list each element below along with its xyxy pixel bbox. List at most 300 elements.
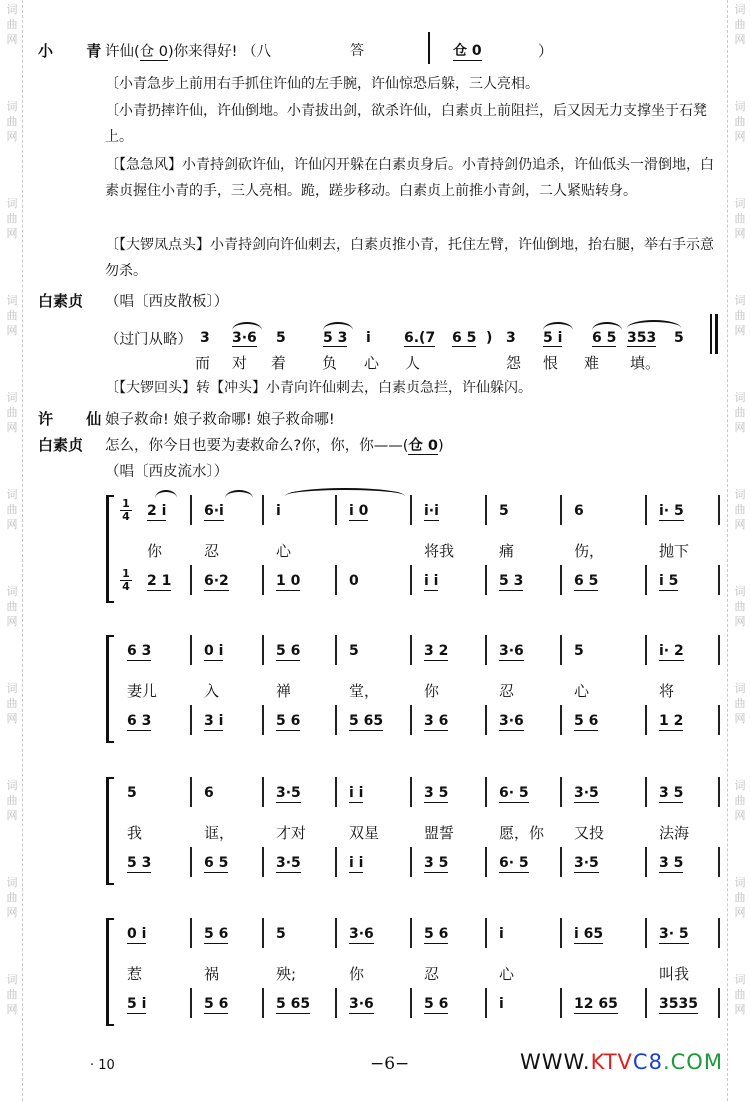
lower-note: 6· 5 [499,855,529,871]
lyric: 抛下 [659,542,690,560]
text-mid: )你来得好! （八 [168,44,272,60]
gong-mark-2: 仓 0 [453,40,482,61]
note: 6 5 [452,330,477,346]
lower-note: 6 5 [574,573,599,589]
notes-row [0,330,750,350]
upper-note: i [499,926,504,942]
lyric: 祸 [204,965,220,983]
gong-mark: 仓 0 [408,438,438,454]
watermark-char: 曲 [6,697,18,710]
barline [560,918,562,948]
watermark-char: 网 [6,33,18,46]
lyric: 殃; [276,965,297,983]
slur [592,322,622,330]
watermark-group [730,196,750,241]
watermark-char: 网 [6,518,18,531]
slur [285,488,405,496]
watermark-char: 曲 [6,115,18,128]
lyric: 恨 [543,354,559,372]
lyric: 堂， [349,682,380,700]
note: 5 [276,330,286,346]
lyric: 入 [204,682,220,700]
watermark-char: 词 [6,488,18,501]
watermark-group [2,99,22,144]
barline [718,565,720,595]
upper-note: 3 5 [659,785,684,801]
upper-note: 6 [204,785,214,801]
stage-direction: 〔小青扔摔许仙，许仙倒地。小青拔出剑，欲杀许仙，白素贞上前阻拦，后又因无力支撑坐于石凳上。 [105,103,707,145]
note: 6.(7 [404,330,436,346]
lyric: 才对 [276,824,307,842]
barline [560,635,562,665]
stage-direction: 〔【急急风】小青持剑砍许仙，许仙闪开躲在白素贞身后。小青持剑仍追杀，许仙低头一滑倒地，白素贞握住小青的手，三人亮相。跪，蹉步移动。白素贞上前推小青剑，二人紧贴转身。 [105,157,714,199]
lower-note: 3 6 [424,713,449,729]
watermark-char: 词 [734,488,746,501]
lyric: 愿，你 [499,824,545,842]
watermark-char: 词 [734,197,746,210]
system-bracket [106,777,114,885]
lower-note: 3 5 [424,855,449,871]
barline [645,705,647,735]
lyric: 你 [147,542,163,560]
barline [485,918,487,948]
book-page-number: · 10 [90,1058,115,1073]
singing-mode: （唱〔西皮散板〕） [105,294,229,310]
system-bracket [106,635,114,743]
barline [190,777,192,807]
barline [410,777,412,807]
upper-note: 0 i [204,643,224,659]
watermark-char: 网 [6,809,18,822]
watermark-group [2,196,22,241]
barline [560,565,562,595]
upper-note: 6 [574,503,584,519]
intro-text: （过门从略） [105,332,192,348]
watermark-char: 词 [734,585,746,598]
note: 3 [506,330,516,346]
lower-note: 5 3 [127,855,152,871]
lyric: 怨 [506,354,522,372]
lyric: 法海 [659,824,690,842]
note: ) [486,330,493,346]
barline [718,988,720,1018]
watermark-char: 词 [734,3,746,16]
score-system [0,495,750,605]
lyric: 伤， [574,542,605,560]
lyric: 妻儿 [127,682,158,700]
upper-note: 3·6 [349,926,374,942]
watermark-char: 词 [734,682,746,695]
watermark-char: 网 [6,906,18,919]
speaker-name: 白素贞 [38,436,84,454]
lower-note: 3·6 [499,713,524,729]
watermark-char: 词 [6,197,18,210]
barline [262,847,264,877]
lyric: 我 [127,824,143,842]
lower-note: 1 2 [659,713,684,729]
barline [190,705,192,735]
score-system [0,635,750,745]
barline [645,988,647,1018]
lower-note: i i [349,855,364,871]
watermark-char: 曲 [734,115,746,128]
lower-note: 3 i [204,713,224,729]
watermark-char: 曲 [6,988,18,1001]
system-bracket [106,495,114,603]
gong-mark: 仓 0 [139,44,169,60]
logo-ktv: KTV [590,1050,633,1074]
lyric: 你 [349,965,365,983]
lyric: 心 [276,542,292,560]
watermark-char: 曲 [6,406,18,419]
upper-note: 0 i [127,926,147,942]
stage-direction: 〔【大锣回头】转【冲头】小青向许仙刺去，白素贞急拦，许仙躲闪。 [105,380,532,396]
barline [645,847,647,877]
barline [645,777,647,807]
text: 怎么，你今日也要为妻救命么?你，你，你——( [105,438,409,454]
slur [543,322,573,330]
upper-note: 3 2 [424,643,449,659]
watermark-char: 网 [6,130,18,143]
text-before: 许仙( [105,44,140,60]
lyric: 心 [499,965,515,983]
barline [262,635,264,665]
watermark-char: 网 [734,809,746,822]
final-barline [710,314,712,354]
close-paren: ） [538,42,554,60]
lyric: 诓， [204,824,235,842]
upper-note: 5 [499,503,509,519]
barline [718,777,720,807]
stage-direction: 〔小青急步上前用右手抓住许仙的左手腕，许仙惊恐后躲，三人亮相。 [105,76,539,92]
logo-www: WWW. [520,1050,591,1074]
lower-note: i [499,996,504,1012]
lower-note: 5 6 [574,713,599,729]
lyric: 将我 [424,542,455,560]
lower-note: 3·6 [349,996,374,1012]
barline [485,495,487,525]
barline [335,705,337,735]
barline [560,777,562,807]
note: 6 5 [592,330,617,346]
time-sig-denominator: 4 [122,580,130,593]
lyric: 填。 [630,354,661,372]
barline [262,918,264,948]
barline [485,988,487,1018]
slur [225,490,253,498]
lower-note: 0 [349,573,359,589]
barline [485,635,487,665]
upper-note: 5 6 [276,643,301,659]
lower-note: 5 3 [499,573,524,589]
barline [485,847,487,877]
upper-note: i i [349,785,364,801]
lower-note: 2 1 [147,573,172,589]
lyric: 又投 [574,824,605,842]
watermark-group [730,390,750,435]
note: 353 [627,330,657,346]
lyric: 着 [271,354,287,372]
barline [335,777,337,807]
barline [262,988,264,1018]
watermark-char: 曲 [734,988,746,1001]
lower-note: 5 6 [276,713,301,729]
barline [335,988,337,1018]
watermark-char: 曲 [734,697,746,710]
upper-note: 3·6 [499,643,524,659]
speaker-name: 小 青 [38,42,116,60]
watermark-char: 曲 [734,794,746,807]
lower-note: 5 65 [276,996,311,1012]
lyric: 双星 [349,824,380,842]
watermark-char: 网 [734,227,746,240]
watermark-char: 网 [6,227,18,240]
watermark-char: 曲 [734,309,746,322]
watermark-char: 词 [734,391,746,404]
logo-c: C [632,1050,649,1074]
lower-note: 1 0 [276,573,301,589]
barline [190,988,192,1018]
lyric: 心 [364,354,380,372]
watermark-char: 网 [734,1003,746,1016]
barline [560,847,562,877]
watermark-char: 网 [734,324,746,337]
dialogue-text: 娘子救命! 娘子救命哪! 娘子救命哪! [105,412,335,428]
logo-8: 8 [648,1050,663,1074]
upper-note: 3·5 [574,785,599,801]
score-system [0,918,750,1028]
upper-note: 5 [574,643,584,659]
system-bracket [106,918,114,1026]
lyric: 禅 [276,682,292,700]
lower-note: 3·5 [574,855,599,871]
barline [335,918,337,948]
upper-note: i·i [424,503,439,519]
time-sig-numerator: 1 [120,568,132,581]
note: i [366,330,371,346]
watermark-char: 词 [6,876,18,889]
barline [485,777,487,807]
upper-note: i 0 [349,503,369,519]
watermark-char: 词 [6,391,18,404]
barline [718,847,720,877]
lyric: 难 [584,354,600,372]
barline [190,635,192,665]
score-system [0,777,750,887]
lyric: 忍 [499,682,515,700]
watermark-char: 词 [734,876,746,889]
watermark-char: 曲 [734,503,746,516]
watermark-char: 曲 [734,212,746,225]
dialogue-text [105,434,444,455]
speaker-name: 白素贞 [38,292,84,310]
watermark-char: 曲 [6,794,18,807]
watermark-char: 词 [6,585,18,598]
watermark-char: 曲 [6,212,18,225]
watermark-char: 词 [6,682,18,695]
lyric: 人 [405,354,421,372]
upper-note: 3· 5 [659,926,689,942]
upper-note: i [276,503,281,519]
singing-mode: （唱〔西皮流水〕） [105,464,229,480]
speaker-name: 许 仙 [38,410,116,428]
note: 5 i [543,330,563,346]
close-paren: ) [438,438,444,454]
da-text: 答 [350,43,364,59]
site-logo[interactable] [520,1050,723,1074]
lyric: 将 [659,682,675,700]
watermark-char: 网 [6,712,18,725]
watermark-char: 词 [734,973,746,986]
watermark-char: 词 [734,294,746,307]
watermark-char: 词 [6,294,18,307]
watermark-char: 网 [734,421,746,434]
watermark-char: 网 [734,615,746,628]
watermark-group [2,390,22,435]
watermark-char: 网 [6,615,18,628]
upper-note: 6 3 [127,643,152,659]
barline [410,918,412,948]
watermark-char: 曲 [734,406,746,419]
slur [155,490,177,498]
note: 3 [200,330,210,346]
upper-note: 2 i [147,503,167,519]
lyric: 对 [232,354,248,372]
watermark-char: 曲 [734,18,746,31]
barline [262,495,264,525]
barline [335,847,337,877]
barline [262,777,264,807]
time-sig-numerator: 1 [120,498,132,511]
watermark-char: 曲 [6,309,18,322]
watermark-char: 网 [6,324,18,337]
lower-note: 5 65 [349,713,384,729]
watermark-char: 曲 [6,891,18,904]
barline [645,565,647,595]
watermark-char: 网 [734,130,746,143]
lower-note: 3535 [659,996,698,1012]
slur [627,320,681,328]
barline [190,847,192,877]
lower-note: 6 3 [127,713,152,729]
lyric: 负 [322,354,338,372]
lower-note: i i [424,573,439,589]
barline [718,705,720,735]
barline [335,565,337,595]
lower-note: 3 5 [659,855,684,871]
lower-note: 6·2 [204,573,229,589]
barline [410,847,412,877]
watermark-char: 网 [734,518,746,531]
lyric: 你 [424,682,440,700]
lower-note: 3·5 [276,855,301,871]
upper-note: 5 [349,643,359,659]
watermark-char: 网 [734,33,746,46]
upper-note: 5 6 [424,926,449,942]
lyric: 忍 [424,965,440,983]
watermark-char: 曲 [6,600,18,613]
watermark-char: 曲 [6,503,18,516]
barline [410,565,412,595]
barline [190,565,192,595]
watermark-char: 词 [6,973,18,986]
watermark-char: 词 [6,100,18,113]
barline [560,988,562,1018]
barline [485,565,487,595]
lower-note: 5 6 [424,996,449,1012]
lyric: 盟誓 [424,824,455,842]
upper-note: 6·i [204,503,224,519]
upper-note: 5 [127,785,137,801]
lyric: 痛 [499,542,515,560]
upper-note: 3·5 [276,785,301,801]
lyric: 心 [574,682,590,700]
lower-note: 5 i [127,996,147,1012]
barline [410,495,412,525]
upper-note: 6· 5 [499,785,529,801]
barline [410,988,412,1018]
barline [485,705,487,735]
final-barline [715,314,718,354]
barline [428,32,430,64]
note: 5 3 [323,330,348,346]
watermark-group [2,2,22,47]
lyric: 叫我 [659,965,690,983]
watermark-char: 词 [734,100,746,113]
watermark-char: 网 [6,1003,18,1016]
watermark-char: 词 [734,779,746,792]
barline [410,705,412,735]
lower-note: 12 65 [574,996,618,1012]
upper-note: 5 6 [204,926,229,942]
barline [560,705,562,735]
logo-com: .COM [662,1050,723,1074]
upper-note: i 65 [574,926,604,942]
barline [262,565,264,595]
barline [718,918,720,948]
time-signature [120,568,132,593]
upper-note: i· 2 [659,643,684,659]
lyric: 忍 [204,542,220,560]
barline [560,495,562,525]
watermark-char: 词 [6,3,18,16]
barline [645,635,647,665]
barline [335,635,337,665]
barline [190,918,192,948]
time-signature [120,498,132,523]
barline [645,495,647,525]
lyric: 而 [195,354,211,372]
upper-note: i· 5 [659,503,684,519]
barline [645,918,647,948]
dialogue-text [105,40,271,61]
barline [262,705,264,735]
page-number: −6− [370,1054,410,1074]
slur [232,322,262,330]
watermark-char: 曲 [734,600,746,613]
watermark-char: 曲 [6,18,18,31]
watermark-char: 网 [734,906,746,919]
time-sig-denominator: 4 [122,510,130,523]
watermark-char: 网 [734,712,746,725]
lyric: 惹 [127,965,143,983]
watermark-group [730,99,750,144]
lower-note: 5 6 [204,996,229,1012]
barline [190,495,192,525]
barline [718,635,720,665]
upper-note: 5 [276,926,286,942]
note: 5 [674,330,684,346]
